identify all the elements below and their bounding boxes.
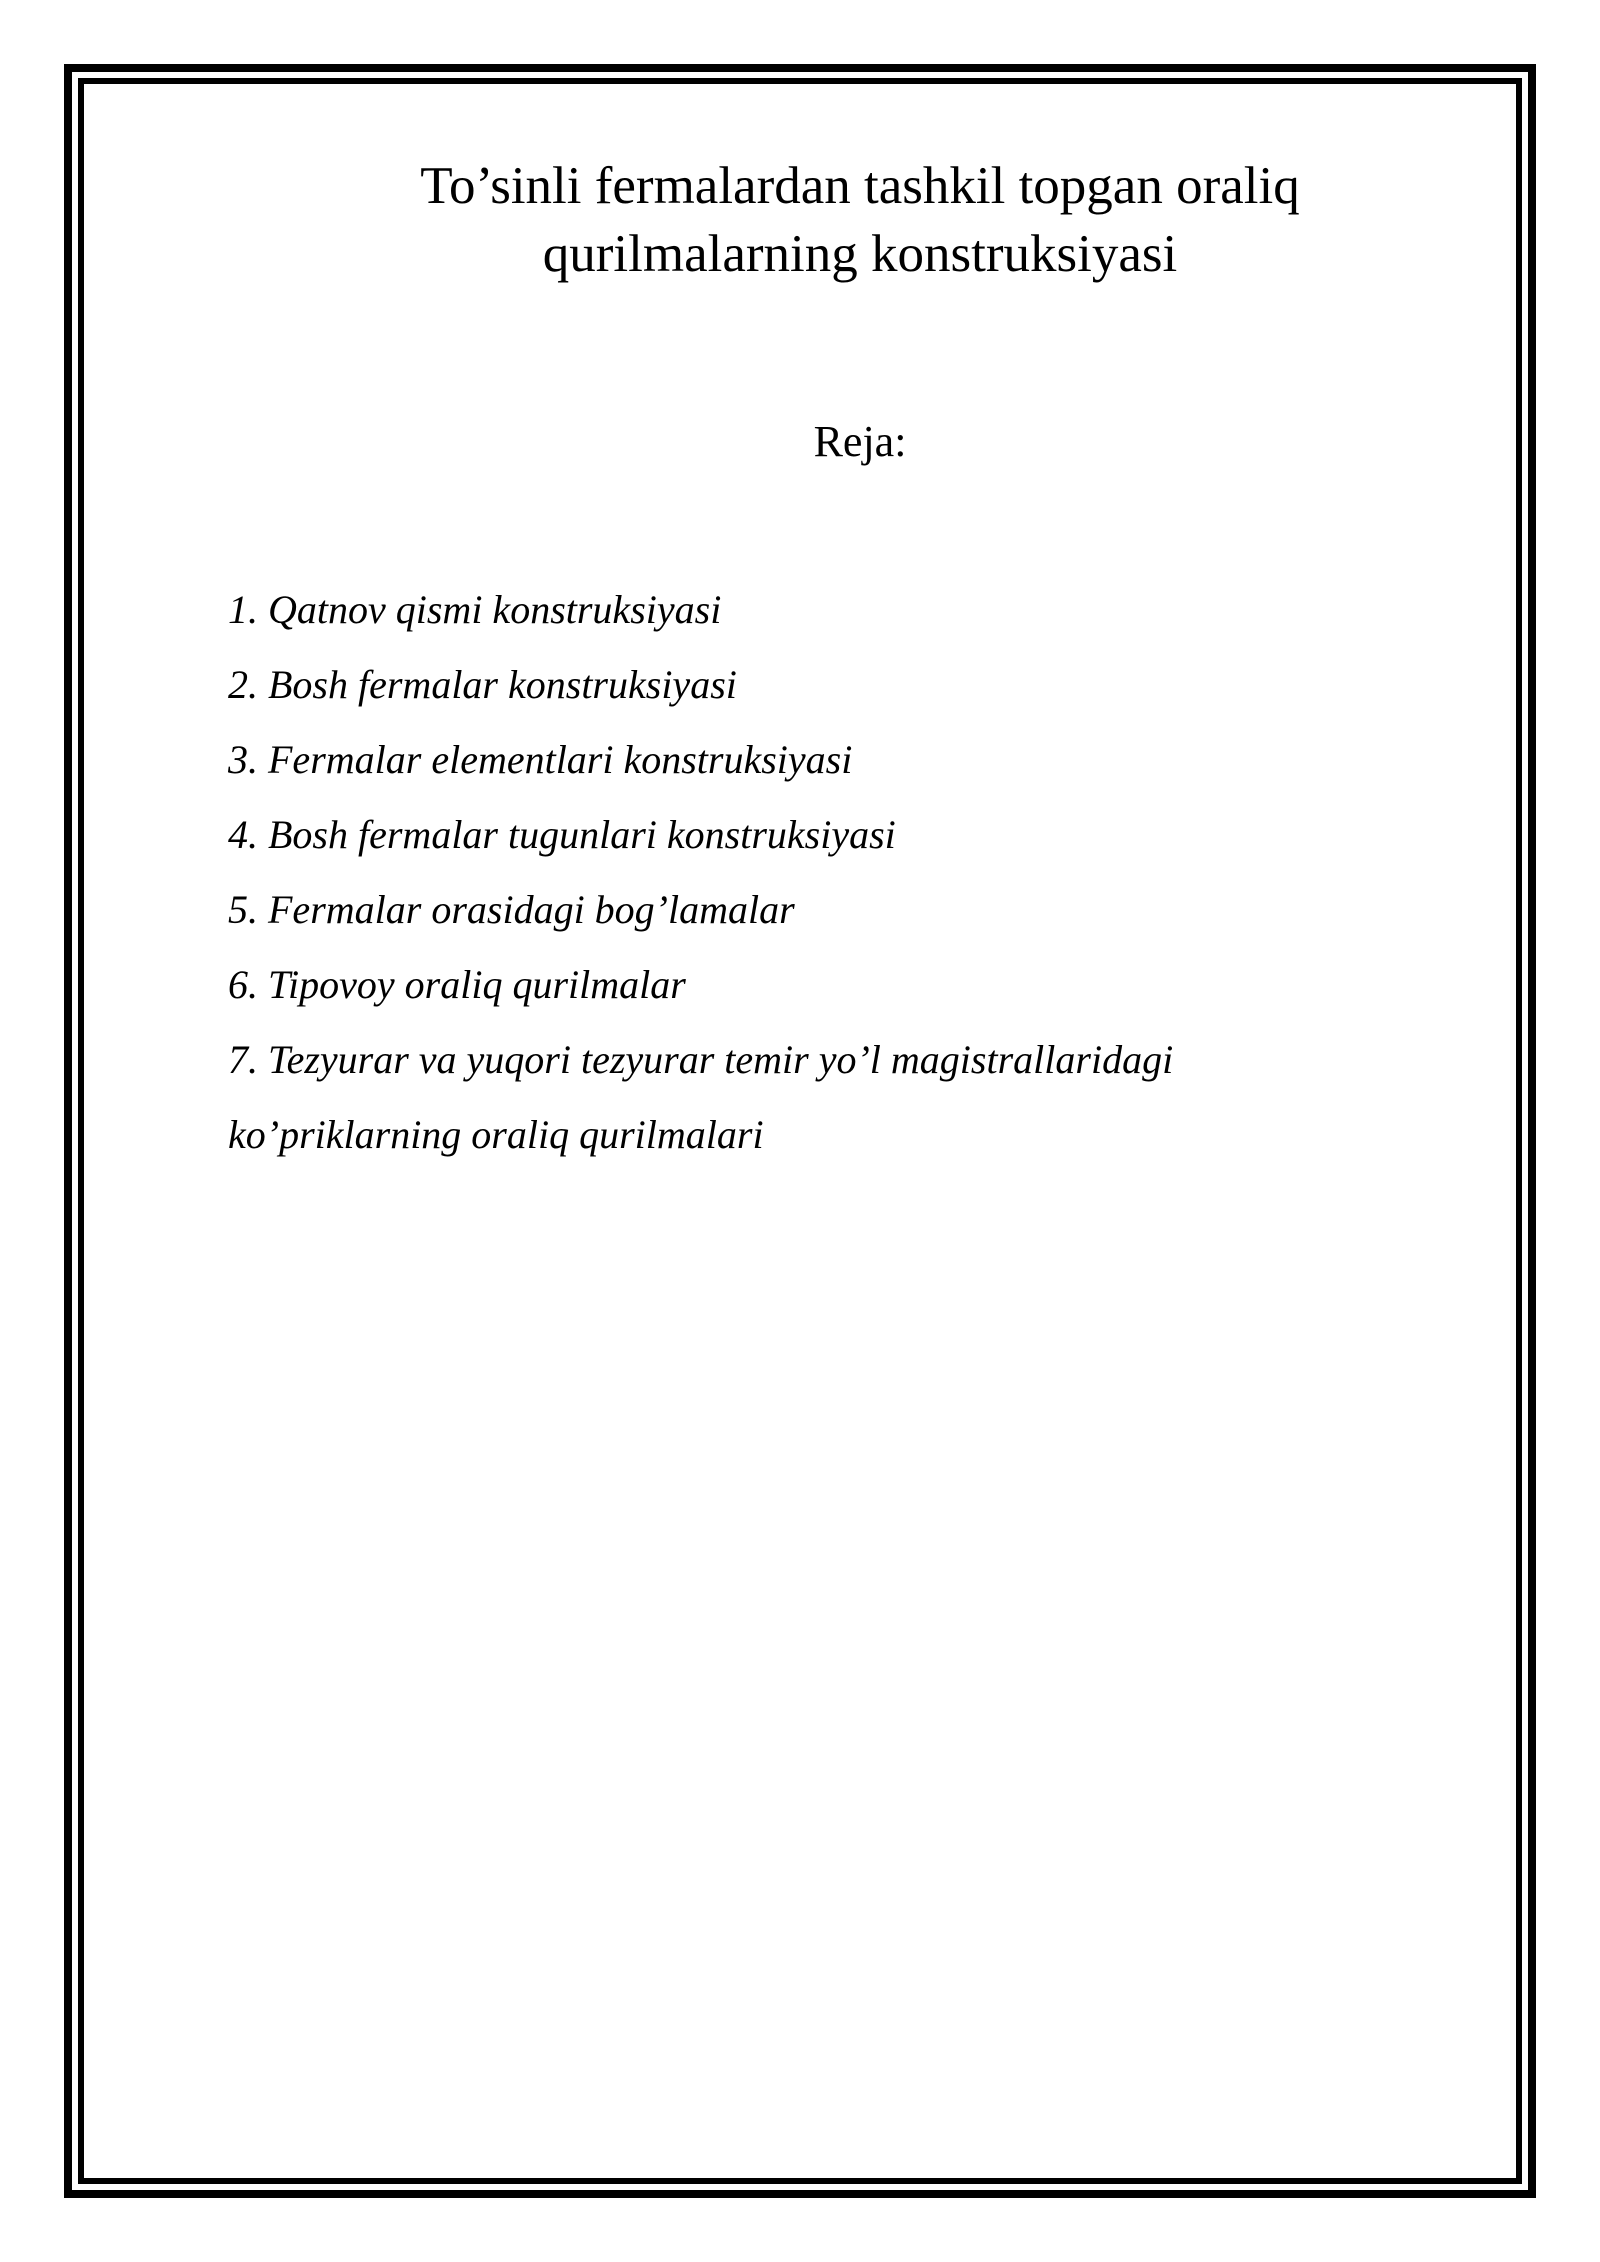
plan-item-4: 4. Bosh fermalar tugunlari konstruksiyasi [228, 812, 896, 857]
plan-item-6: 6. Tipovoy oraliq qurilmalar [228, 962, 686, 1007]
title-line-2: qurilmalarning konstruksiyasi [542, 225, 1178, 283]
title-line-1: To’sinli fermalardan tashkil topgan oraliq [420, 157, 1300, 215]
plan-item-3: 3. Fermalar elementlari konstruksiyasi [228, 737, 853, 782]
plan-item-1: 1. Qatnov qismi konstruksiyasi [228, 587, 722, 632]
plan-heading: Reja: [813, 417, 907, 466]
plan-item-7: 7. Tezyurar va yuqori tezyurar temir yo’l magistrallaridagi [228, 1037, 1174, 1082]
plan-item-5: 5. Fermalar orasidagi bog’lamalar [228, 887, 795, 932]
plan-item-2: 2. Bosh fermalar konstruksiyasi [228, 662, 737, 707]
plan-item-7-continuation: ko’priklarning oraliq qurilmalari [228, 1112, 764, 1157]
document-title [240, 152, 1480, 288]
plan-list [228, 572, 1428, 1172]
